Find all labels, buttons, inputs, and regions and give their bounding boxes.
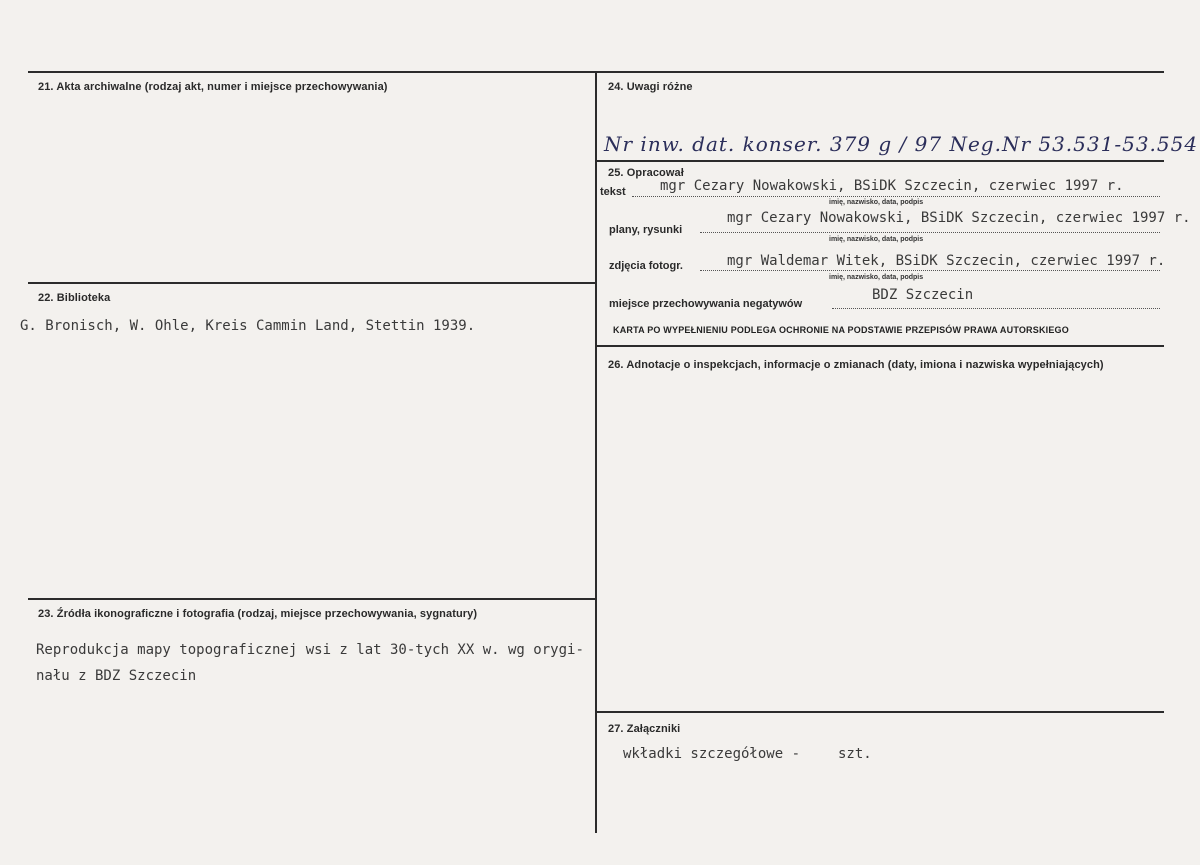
inventory-handwriting: Nr inw. dat. konser. 379 g / 97 Neg.Nr 53.531-53.554 xyxy=(604,132,1199,156)
section-23-header: 23. Źródła ikonograficzne i fotografia (rodzaj, miejsce przechowywania, sygnatury) xyxy=(38,608,478,620)
zdjecia-caption: imię, nazwisko, data, podpis xyxy=(829,274,924,281)
tekst-dotted-line xyxy=(632,196,1160,197)
section-25-header: 25. Opracował xyxy=(608,167,684,179)
left-rule-22-23 xyxy=(28,598,597,600)
plany-value: mgr Cezary Nowakowski, BSiDK Szczecin, czerwiec 1997 r. xyxy=(727,210,1191,226)
section-24-header: 24. Uwagi różne xyxy=(608,81,693,93)
section-26-header: 26. Adnotacje o inspekcjach, informacje o zmianach (daty, imiona i nazwiska wypełniających) xyxy=(608,359,1104,371)
plany-dotted-line xyxy=(700,232,1160,233)
right-rule-26-27 xyxy=(597,711,1164,713)
section-22-header: 22. Biblioteka xyxy=(38,292,111,304)
negatywy-dotted-line xyxy=(832,308,1160,309)
zdjecia-label: zdjęcia fotogr. xyxy=(609,260,683,272)
section-27-header: 27. Załączniki xyxy=(608,723,681,735)
zdjecia-dotted-line xyxy=(700,270,1160,271)
center-divider xyxy=(595,71,597,833)
right-rule-24-25 xyxy=(597,160,1164,162)
section-23-line-2: nału z BDZ Szczecin xyxy=(36,668,197,684)
negatywy-label: miejsce przechowywania negatywów xyxy=(609,298,803,310)
section-22-content: G. Bronisch, W. Ohle, Kreis Cammin Land, Stettin 1939. xyxy=(20,318,476,334)
copyright-notice: KARTA PO WYPEŁNIENIU PODLEGA OCHRONIE NA PODSTAWIE PRZEPISÓW PRAWA AUTORSKIEGO xyxy=(613,325,1069,335)
zdjecia-value: mgr Waldemar Witek, BSiDK Szczecin, czerwiec 1997 r. xyxy=(727,253,1166,269)
section-23-line-1: Reprodukcja mapy topograficznej wsi z lat 30-tych XX w. wg orygi- xyxy=(36,642,584,658)
plany-caption: imię, nazwisko, data, podpis xyxy=(829,236,924,243)
tekst-label: tekst xyxy=(600,186,626,198)
right-rule-25-26 xyxy=(597,345,1164,347)
attachments-label: wkładki szczegółowe - xyxy=(623,746,801,762)
tekst-caption: imię, nazwisko, data, podpis xyxy=(829,199,924,206)
negatywy-value: BDZ Szczecin xyxy=(872,287,974,303)
tekst-value: mgr Cezary Nowakowski, BSiDK Szczecin, czerwiec 1997 r. xyxy=(660,178,1124,194)
plany-label: plany, rysunki xyxy=(609,224,683,236)
section-21-header: 21. Akta archiwalne (rodzaj akt, numer i miejsce przechowywania) xyxy=(38,81,388,93)
left-rule-21-22 xyxy=(28,282,597,284)
attachments-unit: szt. xyxy=(838,746,872,762)
